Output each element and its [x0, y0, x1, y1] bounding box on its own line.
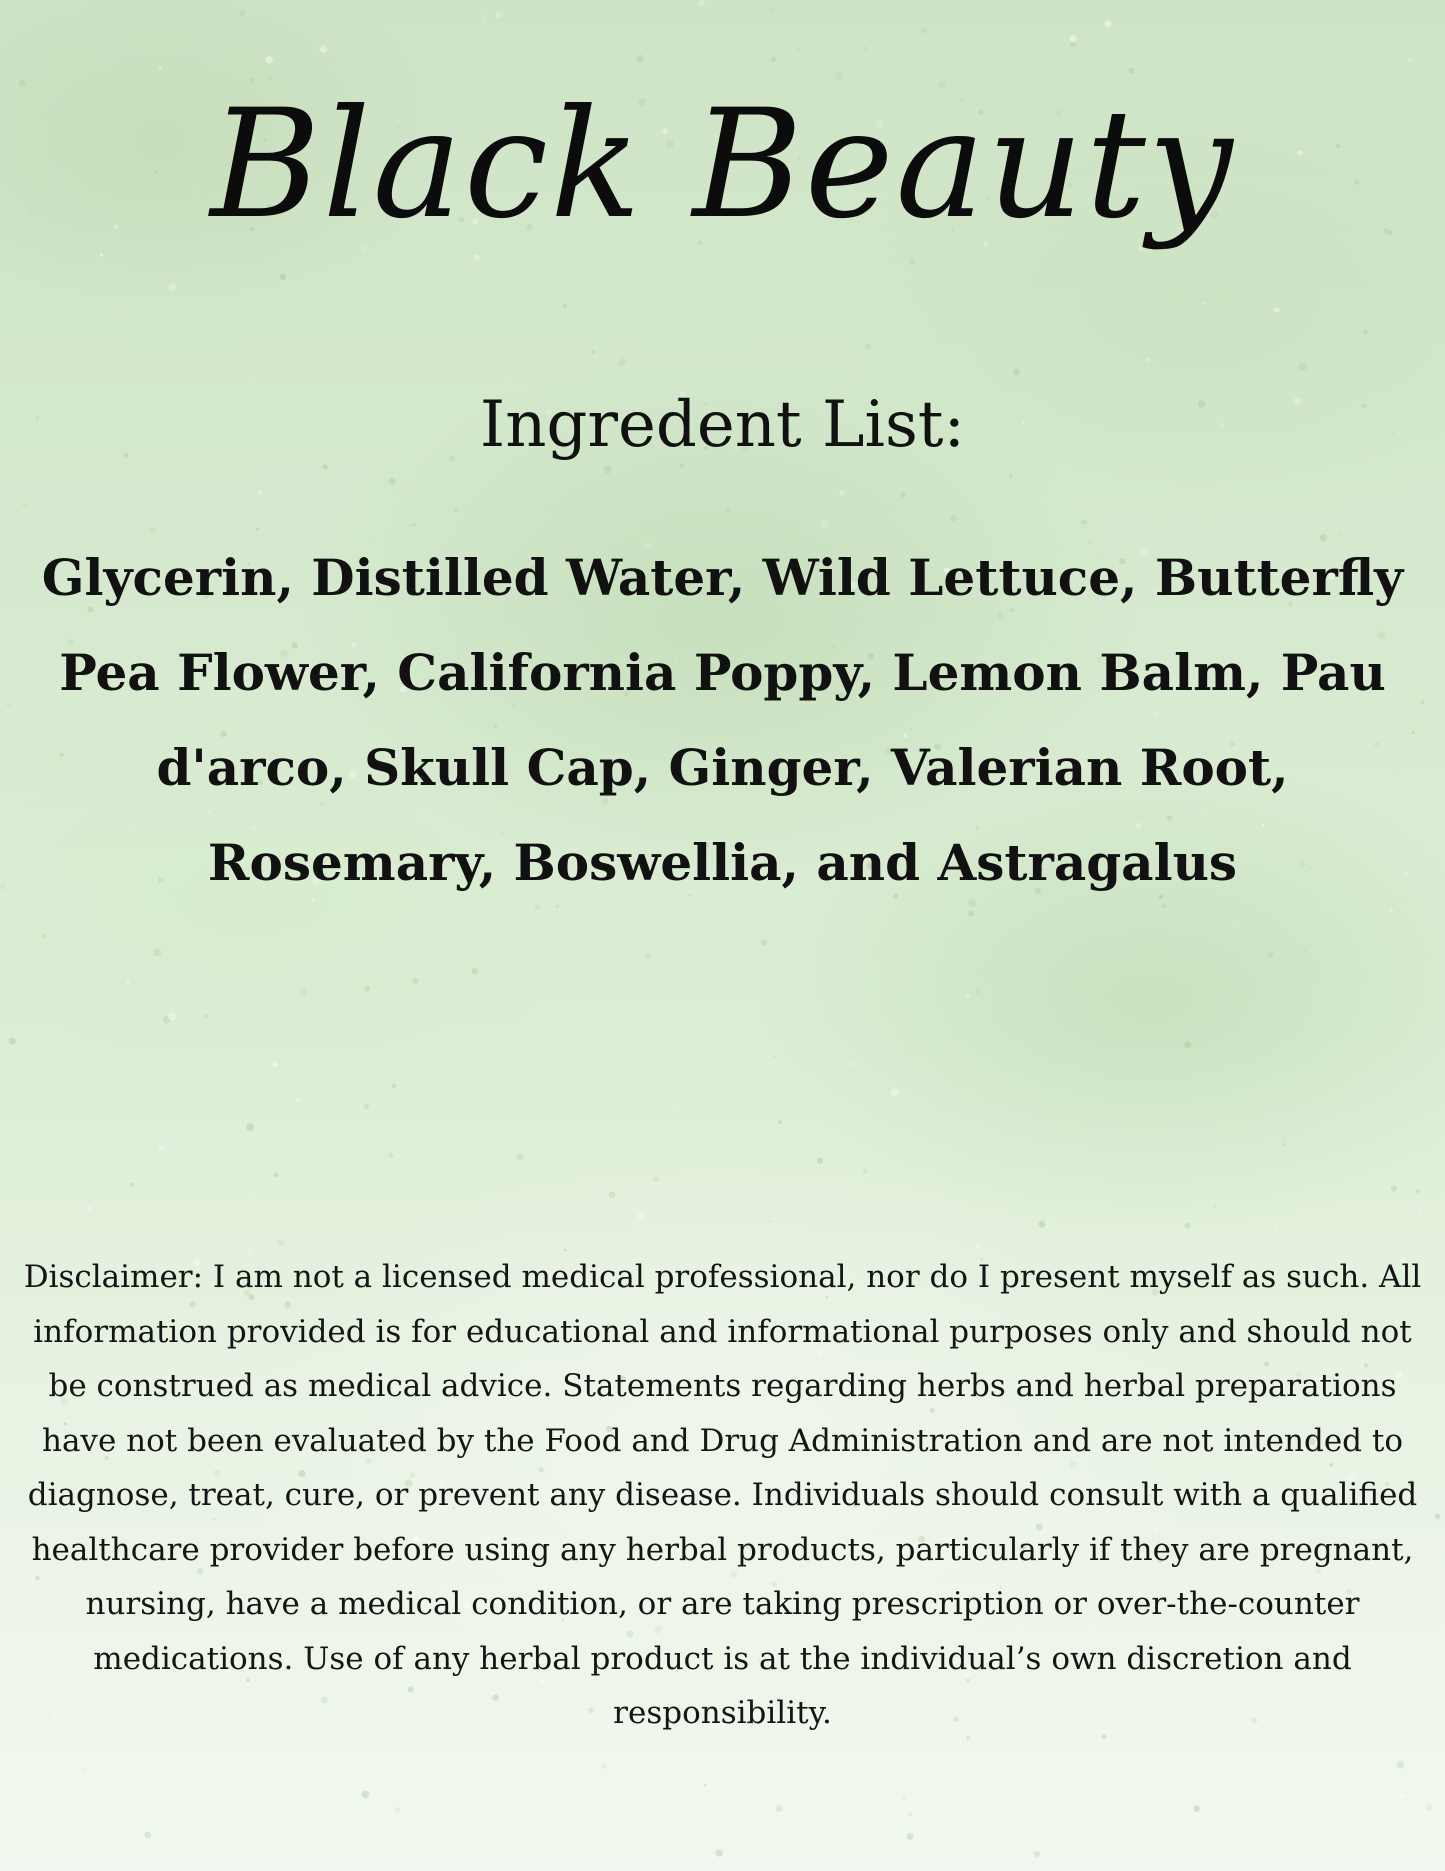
ingredient-list-heading: Ingredent List: [479, 388, 966, 462]
product-title: Black Beauty [210, 78, 1235, 252]
disclaimer-text: Disclaimer: I am not a licensed medical professional, nor do I present myself as such. All information provided is for educational and informational purposes only and should not be construed as medical advice. Statements regarding herbs and herbal preparations have not been evaluated by the Food and Drug Administration and are not intended to diagnose, treat, cure, or prevent any disease. Individuals should consult with a qualified healthcare provider before using any herbal products, particularly if they are pregnant, nursing, have a medical condition, or are taking prescription or over-the-counter medications. Use of any herbal product is at the individual’s own discretion and responsibility. [23, 1259, 1422, 1731]
ingredient-list: Glycerin, Distilled Water, Wild Lettuce, Butterfly Pea Flower, California Poppy, Lemon Balm, Pau d'arco, Skull Cap, Ginger, Valerian Root, Rosemary, Boswellia, and Astragalus [41, 548, 1404, 892]
